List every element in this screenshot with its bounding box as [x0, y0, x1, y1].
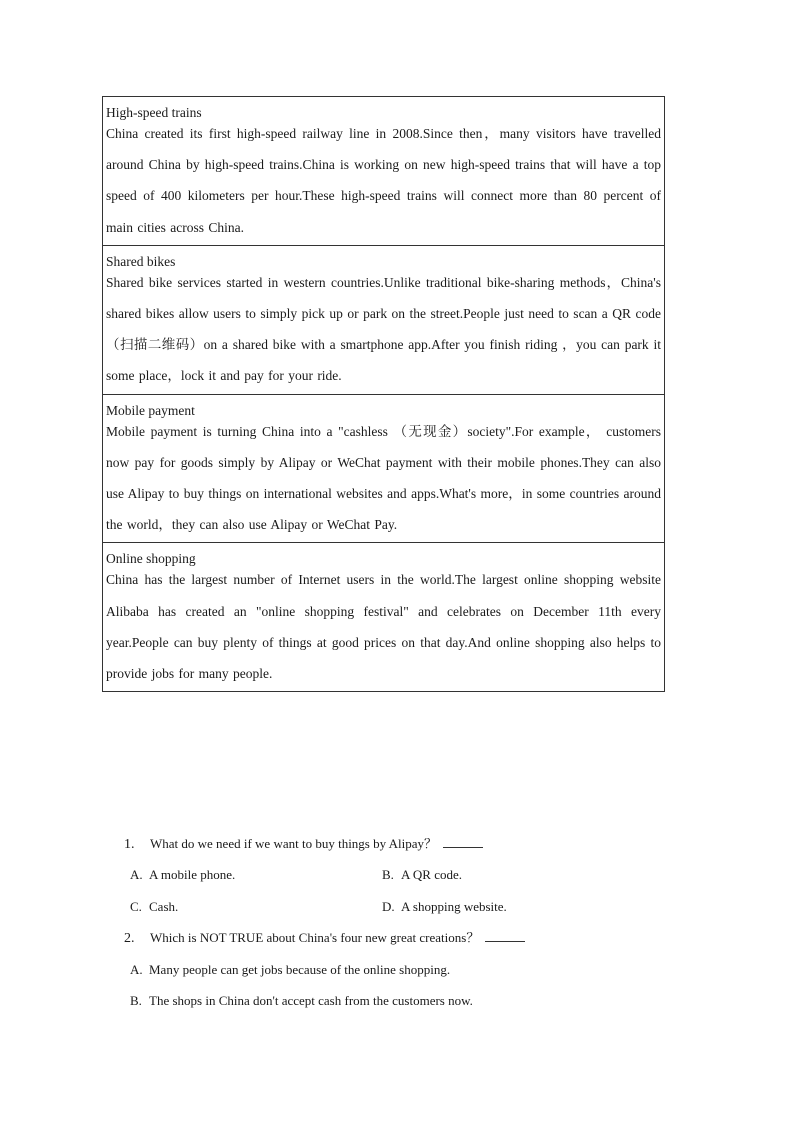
question-stem [124, 922, 664, 953]
answer-blank[interactable] [443, 833, 483, 848]
questions-section [124, 828, 664, 1016]
section-body: Mobile payment is turning China into a "cashless （无现金）society".For example， customers now pay for goods simply by Alipay or WeChat payment with their mobile phones.They can also use Alipay to buy things on international websites and apps.What's more，in some countries around the world，they can also use Alipay or WeChat Pay. [106, 423, 661, 533]
option-text: The shops in China don't accept cash from the customers now. [149, 992, 473, 1008]
option-row [124, 985, 664, 1016]
section-cell [103, 394, 665, 543]
option-a[interactable] [130, 954, 450, 985]
option-row [124, 859, 664, 890]
option-text: A QR code. [401, 867, 463, 883]
option-text: Many people can get jobs because of the online shopping. [149, 961, 451, 977]
option-text: A shopping website. [401, 898, 507, 914]
section-row [103, 97, 665, 246]
option-d[interactable] [382, 891, 507, 922]
section-cell [103, 543, 665, 692]
section-title: High-speed trains [106, 105, 202, 120]
section-body: Shared bike services started in western countries.Unlike traditional bike-sharing methods，China's shared bikes allow users to simply pick up or park on the street.People just need to scan a QR code（扫描二维码）on a shared bike with a smartphone app.After you finish riding ，you can park it some place，lock it and pay for your ride. [106, 274, 661, 384]
answer-blank[interactable] [485, 927, 525, 942]
section-cell [103, 97, 665, 246]
section-title: Shared bikes [106, 253, 176, 269]
question-text: Which is NOT TRUE about China's four new great creations？ [150, 930, 480, 946]
section-row [103, 394, 665, 543]
option-b[interactable] [382, 859, 462, 890]
section-row [103, 245, 665, 394]
section-body: China has the largest number of Internet users in the world.The largest online shopping website Alibaba has created an "online shopping festival" and celebrates on December 11th every year.People can buy plenty of things at good prices on that day.And online shopping also helps to provide jobs for many people. [106, 572, 661, 682]
question-stem [124, 828, 664, 859]
option-letter: A. [130, 961, 143, 977]
option-letter: A. [130, 867, 143, 883]
option-b[interactable] [130, 985, 473, 1016]
question-number: 2. [124, 931, 135, 947]
option-row [124, 891, 664, 922]
question-number: 1. [124, 837, 135, 852]
section-row [103, 543, 665, 692]
option-letter: D. [382, 898, 395, 914]
option-text: Cash. [149, 898, 179, 914]
question-text: What do we need if we want to buy things by Alipay？ [150, 836, 438, 851]
passage-table [102, 96, 665, 692]
option-letter: B. [382, 867, 394, 883]
section-cell [103, 245, 665, 394]
option-letter: B. [130, 992, 142, 1008]
option-row [124, 954, 664, 985]
option-c[interactable] [130, 891, 178, 922]
option-a[interactable] [130, 859, 235, 890]
section-title: Mobile payment [106, 402, 195, 418]
option-text: A mobile phone. [149, 867, 236, 883]
option-letter: C. [130, 898, 142, 914]
section-title: Online shopping [106, 551, 196, 567]
section-body: China created its first high-speed railway line in 2008.Since then，many visitors have travelled around China by high-speed trains.China is working on new high-speed trains that will have a top speed of 400 kilometers per hour.These high-speed trains will connect more than 80 percent of main cities across China. [106, 126, 661, 235]
